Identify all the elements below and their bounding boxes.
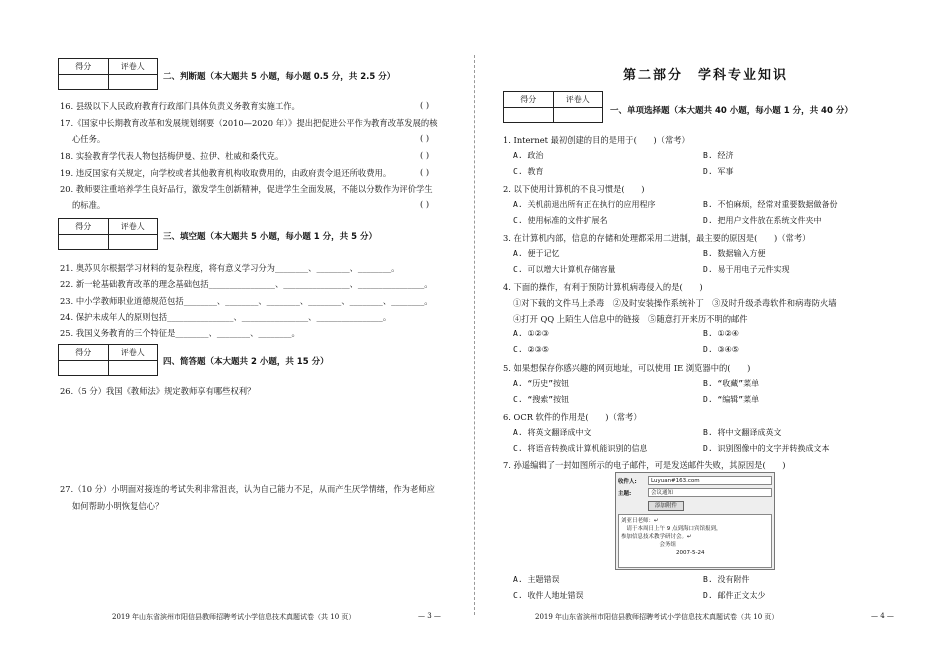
question-2: 2. 以下使用计算机的不良习惯是( ) xyxy=(503,184,645,194)
option-b: B. 将中文翻译成英文 xyxy=(703,428,782,437)
question-18: 18. 实验教育学代表人物包括梅伊曼、拉伊、杜威和桑代克。 xyxy=(60,151,284,161)
section-title: 三、填空题（本大题共 5 小题，每小题 1 分，共 5 分） xyxy=(163,232,378,242)
score-label: 得分 xyxy=(59,219,109,234)
question-26: 26.（5 分）我国《教师法》规定教师享有哪些权利？ xyxy=(60,386,256,396)
question-4: 4. 下面的操作，有利于预防计算机病毒侵入的是( ) xyxy=(503,282,703,292)
grader-label: 评卷人 xyxy=(120,348,145,357)
option-d: D. 邮件正文太少 xyxy=(703,591,766,600)
section-title: 二、判断题（本大题共 5 小题，每小题 0.5 分，共 2.5 分） xyxy=(163,72,396,82)
option-b: B. 数据输入方便 xyxy=(703,249,766,258)
score-box xyxy=(503,91,603,123)
option-c: C. ②③⑤ xyxy=(513,345,549,354)
email-figure xyxy=(615,472,775,570)
option-b: B. 不怕麻烦，经常对重要数据做备份 xyxy=(703,200,838,209)
subject-label: 主题: xyxy=(618,491,632,497)
page-number: — 3 — xyxy=(418,612,441,620)
right-page xyxy=(475,0,950,655)
option-c: C. “搜索”按钮 xyxy=(513,395,570,404)
question-27: 27.（10 分）小明面对接连的考试失利非常沮丧，认为自己能力不足，从而产生厌学情绪，作为老师应 xyxy=(60,484,435,494)
option-d: D. 军事 xyxy=(703,167,734,176)
answer-paren: ( ) xyxy=(420,150,430,160)
email-body-line: 刘亚日老师：↵ xyxy=(621,518,659,524)
email-body-line: 2007-5-24 xyxy=(621,550,705,556)
option-a: A. 将英文翻译成中文 xyxy=(513,428,592,437)
subject-field: 会议通知 xyxy=(648,488,772,497)
question-16: 16. 县级以下人民政府教育行政部门具体负责义务教育实施工作。 xyxy=(60,101,300,111)
section-title: 四、简答题（本大题共 2 小题，共 15 分） xyxy=(163,357,329,367)
email-body-line: 参加信息技术教学研讨会。↵ xyxy=(621,534,692,540)
add-attachment-button: 添加附件 xyxy=(648,501,684,511)
score-label: 得分 xyxy=(59,59,109,74)
option-c: C. 教育 xyxy=(513,167,544,176)
question-23: 23. 中小学教师职业道德规范包括________、________、________、________、________、________。 xyxy=(60,296,433,306)
option-b: B. ①②④ xyxy=(703,329,739,338)
option-c: C. 可以增大计算机存储容量 xyxy=(513,265,616,274)
question-22: 22. 新一轮基础教育改革的理念基础包括________________、________________、________________。 xyxy=(60,279,433,289)
to-field: Luyuan#163.com xyxy=(648,476,772,485)
score-label: 得分 xyxy=(504,92,554,107)
question-17: 17.《国家中长期教育改革和发展规划纲要（2010—2020 年）》提出把促进公平作为教育改革发展的核 xyxy=(60,118,438,128)
option-a: A. 主题错误 xyxy=(513,575,560,584)
option-b: B. 经济 xyxy=(703,151,734,160)
email-body-line: 请于本周日上午 9 点到海口宾馆报到， xyxy=(621,526,722,532)
part-title: 第二部分 学科专业知识 xyxy=(623,68,789,83)
question-17-cont: 心任务。 xyxy=(72,134,106,144)
question-6: 6. OCR 软件的作用是( )（常考） xyxy=(503,412,642,422)
option-b: B. 没有附件 xyxy=(703,575,750,584)
score-label: 得分 xyxy=(59,345,109,360)
question-3: 3. 在计算机内部，信息的存储和处理都采用二进制，最主要的原因是( )（常考） xyxy=(503,233,811,243)
to-label: 收件人: xyxy=(618,479,637,485)
question-7: 7. 孙遥编辑了一封如图所示的电子邮件，可是发送邮件失败，其原因是( ) xyxy=(503,460,786,470)
section-title: 一、单项选择题（本大题共 40 小题，每小题 1 分，共 40 分） xyxy=(610,106,853,116)
grader-label: 评卷人 xyxy=(120,62,145,71)
question-5: 5. 如果想保存你感兴趣的网页地址，可以使用 IE 浏览器中的( ) xyxy=(503,363,751,373)
option-c: C. 使用标准的文件扩展名 xyxy=(513,216,608,225)
option-a: A. 关机前退出所有正在执行的应用程序 xyxy=(513,200,656,209)
option-a: A. “历史”按钮 xyxy=(513,379,570,388)
option-d: D. 识别图像中的文字并转换成文本 xyxy=(703,444,830,453)
score-box xyxy=(58,218,158,250)
option-b: B. “收藏”菜单 xyxy=(703,379,760,388)
question-20: 20. 教师要注重培养学生良好品行，激发学生创新精神，促进学生全面发展，不能以分数作为评价学生 xyxy=(60,184,433,194)
score-box xyxy=(58,344,158,376)
page-number: — 4 — xyxy=(871,612,894,620)
question-19: 19. 违反国家有关规定，向学校或者其他教育机构收取费用的，由政府责令退还所收费用。 xyxy=(60,168,392,178)
question-27-cont: 如何帮助小明恢复信心？ xyxy=(72,501,164,511)
option-c: C. 将语音转换成计算机能识别的信息 xyxy=(513,444,648,453)
option-a: A. ①②③ xyxy=(513,329,549,338)
question-25: 25. 我国义务教育的三个特征是________、________、________。 xyxy=(60,328,300,338)
option-a: A. 政治 xyxy=(513,151,544,160)
answer-paren: ( ) xyxy=(420,199,430,209)
question-20-cont: 的标准。 xyxy=(72,200,106,210)
option-d: D. 易于用电子元件实现 xyxy=(703,265,790,274)
answer-paren: ( ) xyxy=(420,167,430,177)
question-4-items-cont: ④打开 QQ 上陌生人信息中的链接 ⑤随意打开来历不明的邮件 xyxy=(513,314,748,324)
question-4-items: ①对下载的文件马上杀毒 ②及时安装操作系统补丁 ③及时升级杀毒软件和病毒防火墙 xyxy=(513,298,837,308)
question-21: 21. 奥苏贝尔根据学习材料的复杂程度，将有意义学习分为________、________、________。 xyxy=(60,263,400,273)
email-body xyxy=(618,514,772,568)
answer-paren: ( ) xyxy=(420,133,430,143)
grader-label: 评卷人 xyxy=(120,222,145,231)
question-24: 24. 保护未成年人的原则包括________________、________________、________________。 xyxy=(60,312,392,322)
question-1: 1. Internet 最初创建的目的是用于( )（常考） xyxy=(503,135,690,145)
score-box xyxy=(58,58,158,90)
grader-label: 评卷人 xyxy=(565,95,590,104)
option-d: D. ③④⑤ xyxy=(703,345,739,354)
answer-paren: ( ) xyxy=(420,100,430,110)
footer-text: 2019 年山东省滨州市阳信县教师招聘考试小学信息技术真题试卷（共 10 页） xyxy=(112,613,356,621)
footer-text: 2019 年山东省滨州市阳信县教师招聘考试小学信息技术真题试卷（共 10 页） xyxy=(535,613,779,621)
option-c: C. 收件人地址错误 xyxy=(513,591,584,600)
option-d: D. 把用户文件放在系统文件夹中 xyxy=(703,216,822,225)
option-d: D. “编辑”菜单 xyxy=(703,395,760,404)
email-body-line: 会务组 xyxy=(621,542,677,548)
option-a: A. 便于记忆 xyxy=(513,249,560,258)
